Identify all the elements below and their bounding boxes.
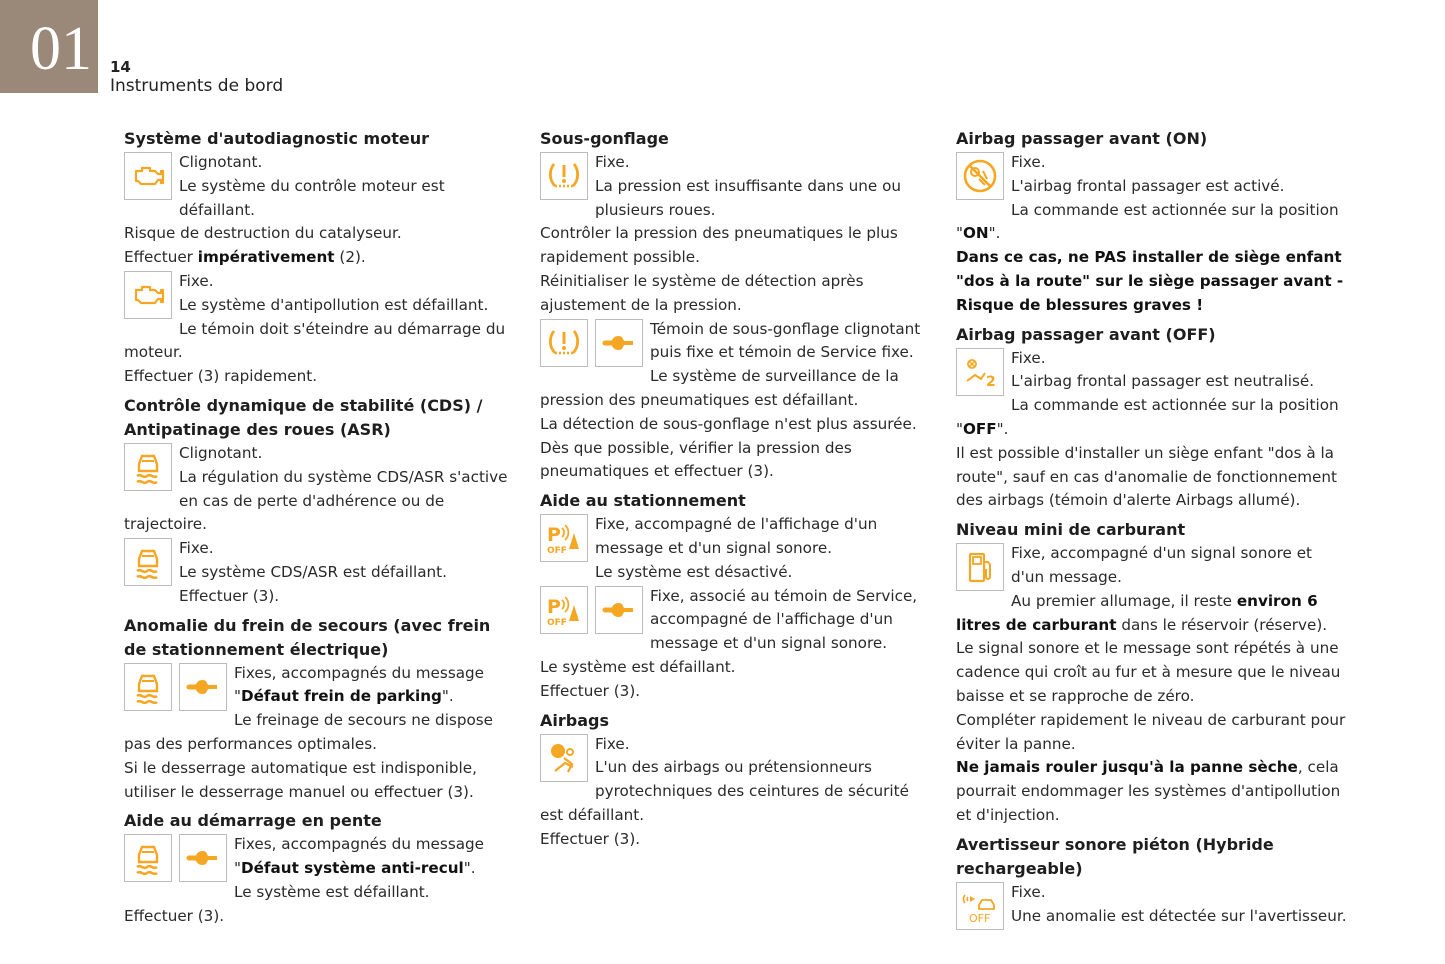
description-text: La détection de sous-gonflage n'est plus assurée. — [540, 414, 917, 433]
svg-text:OFF: OFF — [547, 546, 567, 557]
description-text: Effectuer (3). — [540, 681, 641, 700]
column-1 — [124, 127, 516, 929]
section — [124, 394, 516, 609]
warning-light-block — [124, 442, 516, 537]
column-2 — [540, 127, 932, 852]
icon-group — [540, 586, 643, 634]
section — [956, 127, 1348, 318]
description-text: Effectuer impérativement (2). — [124, 248, 366, 267]
icon-group — [124, 443, 172, 491]
description-text: Risque de destruction du catalyseur. — [124, 224, 402, 243]
wrench-icon — [179, 834, 227, 882]
svg-text:P: P — [547, 595, 561, 618]
icon-group — [956, 348, 1004, 396]
section-heading: Niveau mini de carburant — [956, 520, 1186, 540]
emphasis-text: Défaut frein de parking — [241, 687, 442, 706]
description-text: Fixe. — [179, 271, 214, 290]
stability-icon — [124, 443, 172, 491]
warning-light-block — [956, 542, 1348, 828]
description-text: Le système du contrôle moteur est défaillant. — [179, 176, 445, 219]
description-text: Le système est défaillant. — [234, 882, 430, 901]
warning-light-block — [124, 151, 516, 270]
emphasis-text: ON — [963, 224, 989, 243]
description-text: Effectuer (3). — [540, 829, 641, 848]
icon-group — [124, 271, 172, 319]
svg-text:P: P — [547, 524, 561, 547]
emphasis-text: environ 6 litres de carburant — [956, 591, 1318, 634]
airbag-off-icon — [956, 348, 1004, 396]
description-text: Dès que possible, vérifier la pression des pneumatiques et effectuer (3). — [540, 438, 852, 481]
wrench-icon — [179, 663, 227, 711]
warning-light-block — [124, 662, 516, 805]
stability-icon — [124, 663, 172, 711]
chapter-number: 01 — [30, 15, 92, 83]
wrench-icon — [595, 586, 643, 634]
warning-light-block — [124, 833, 516, 928]
warning-light-block — [124, 270, 516, 389]
airbag-on-icon — [956, 152, 1004, 200]
description-text: Le système de surveillance de la pression des pneumatiques est défaillant. — [540, 367, 899, 409]
section-heading: Sous-gonflage — [540, 129, 669, 148]
description-text: Effectuer (3). — [179, 586, 280, 605]
wrench-icon — [595, 319, 643, 367]
warning-light-block — [124, 537, 516, 608]
section — [124, 127, 516, 389]
description-text: Effectuer (3). — [124, 906, 225, 925]
description-text: La commande est actionnée sur la position "ON". — [956, 200, 1339, 243]
section — [956, 518, 1348, 828]
description-text: La pression est insuffisante dans une ou plusieurs roues. — [595, 176, 902, 219]
section-heading: Anomalie du frein de secours (avec frein de stationnement électrique) — [124, 615, 491, 659]
airbag-icon — [540, 734, 588, 782]
section-heading: Airbag passager avant (ON) — [956, 129, 1208, 148]
description-text: Fixes, accompagnés du message "Défaut frein de parking". — [234, 663, 485, 706]
svg-text:OFF: OFF — [547, 617, 567, 628]
section — [540, 489, 932, 703]
description-text — [956, 246, 1348, 317]
description-text: Au premier allumage, il reste environ 6 litres de carburant dans le réservoir (réserve). — [956, 591, 1328, 634]
description-text: Réinitialiser le système de détection après ajustement de la pression. — [540, 271, 864, 314]
section-heading: Contrôle dynamique de stabilité (CDS) / Antipatinage des roues (ASR) — [124, 395, 483, 439]
icon-group — [956, 543, 1004, 591]
page-title: Instruments de bord — [110, 76, 284, 96]
warning-light-block — [540, 733, 932, 852]
description-text: Fixe. — [179, 539, 214, 558]
description-text: Fixe. — [595, 153, 630, 171]
icon-group — [124, 663, 227, 711]
description-text: L'un des airbags ou prétensionneurs pyrotechniques des ceintures de sécurité est défaillant. — [540, 758, 909, 824]
stability-icon — [124, 538, 172, 586]
description-text: Si le desserrage automatique est indisponible, utiliser le desserrage manuel ou effectuer (3). — [124, 758, 477, 801]
icon-group — [956, 152, 1004, 200]
emphasis-text: Ne jamais rouler jusqu'à la panne sèche — [956, 758, 1298, 777]
icon-group — [540, 734, 588, 782]
description-text: Une anomalie est détectée sur l'avertisseur. — [1011, 906, 1347, 925]
description-text: Effectuer (3) rapidement. — [124, 367, 318, 386]
tpms-icon — [540, 319, 588, 367]
description-text: Fixe, accompagné de l'affichage d'un message et d'un signal sonore. — [595, 515, 878, 557]
warning-light-block — [540, 318, 932, 485]
engine-icon — [124, 271, 172, 319]
warning-light-block — [956, 151, 1348, 318]
description-text: Fixe. — [1011, 348, 1046, 367]
emphasis-text: Défaut système anti-recul — [241, 859, 464, 878]
description-text: Le signal sonore et le message sont répétés à une cadence qui croît au fur et à mesure que le niveau baisse et se rapproche de zéro. — [956, 639, 1341, 705]
description-text: Le système est désactivé. — [595, 562, 793, 581]
section — [540, 127, 932, 484]
description-text: Le freinage de secours ne dispose pas des performances optimales. — [124, 711, 494, 753]
description-text: Contrôler la pression des pneumatiques le plus rapidement possible. — [540, 224, 898, 267]
description-text: L'airbag frontal passager est activé. — [1011, 176, 1285, 195]
section — [956, 833, 1348, 930]
description-text: L'airbag frontal passager est neutralisé. — [1011, 372, 1315, 391]
description-text: La régulation du système CDS/ASR s'active en cas de perte d'adhérence ou de trajectoire. — [124, 467, 508, 534]
stability-icon — [124, 834, 172, 882]
description-text: Compléter rapidement le niveau de carburant pour éviter la panne. — [956, 710, 1346, 753]
description-text: La commande est actionnée sur la position "OFF". — [956, 396, 1339, 438]
description-text: Témoin de sous-gonflage clignotant puis fixe et témoin de Service fixe. — [650, 319, 921, 362]
section-heading: Aide au démarrage en pente — [124, 811, 382, 831]
warning-light-block — [540, 151, 932, 318]
section-heading: Airbag passager avant (OFF) — [956, 324, 1216, 344]
icon-group — [540, 152, 588, 200]
section — [540, 709, 932, 852]
fuel-icon — [956, 543, 1004, 591]
description-text: Fixe. — [1011, 882, 1046, 901]
tpms-icon — [540, 152, 588, 200]
chapter-tab — [0, 0, 98, 93]
description-text: Il est possible d'installer un siège enfant "dos à la route", sauf en cas d'anomalie de fonctionnement des airbags (témoin d'alerte Airbags allumé). — [956, 443, 1337, 510]
description-text: Le système d'antipollution est défaillant. — [179, 295, 489, 314]
description-text: Clignotant. — [179, 443, 263, 462]
warning-light-block — [956, 347, 1348, 514]
section-heading: Système d'autodiagnostic moteur — [124, 129, 429, 148]
section — [956, 323, 1348, 514]
section-heading: Aide au stationnement — [540, 491, 746, 511]
icon-group — [956, 882, 1004, 930]
warning-light-block — [540, 585, 932, 704]
page-number: 14 — [110, 58, 131, 76]
emphasis-text: Dans ce cas, ne PAS installer de siège enfant "dos à la route" sur le siège passager avant - Risque de blessures graves ! — [956, 248, 1344, 314]
description-text: Ne jamais rouler jusqu'à la panne sèche, cela pourrait endommager les systèmes d'antipollution et d'injection. — [956, 758, 1341, 824]
section-heading: Avertisseur sonore piéton (Hybride rechargeable) — [956, 834, 1274, 878]
description-text: Fixe. — [1011, 153, 1046, 171]
description-text: Le témoin doit s'éteindre au démarrage du moteur. — [124, 319, 506, 362]
park-assist-off-icon — [540, 586, 588, 634]
emphasis-text: OFF — [963, 419, 997, 438]
warning-light-block — [540, 513, 932, 584]
description-text: Fixe. — [595, 734, 630, 753]
description-text: Fixes, accompagnés du message "Défaut système anti-recul". — [234, 835, 485, 878]
description-text: Le système CDS/ASR est défaillant. — [179, 562, 447, 581]
section — [124, 614, 516, 805]
warning-light-block — [956, 881, 1348, 930]
description-text: Fixe, associé au témoin de Service, accompagné de l'affichage d'un message et d'un signal sonore. — [650, 586, 918, 653]
engine-icon — [124, 152, 172, 200]
description-text: Clignotant. — [179, 153, 263, 171]
icon-group — [124, 538, 172, 586]
svg-text:OFF: OFF — [969, 911, 991, 925]
section — [124, 809, 516, 928]
icon-group — [124, 152, 172, 200]
description-text: Le système est défaillant. — [540, 657, 736, 676]
pedestrian-horn-off-icon — [956, 882, 1004, 930]
icon-group — [540, 514, 588, 562]
emphasis-text: impérativement — [197, 248, 335, 267]
icon-group — [124, 834, 227, 882]
park-assist-off-icon — [540, 514, 588, 562]
description-text: Fixe, accompagné d'un signal sonore et d'un message. — [1011, 544, 1312, 586]
column-3 — [956, 127, 1348, 930]
icon-group — [540, 319, 643, 367]
svg-text:2: 2 — [986, 373, 996, 390]
section-heading: Airbags — [540, 710, 609, 730]
